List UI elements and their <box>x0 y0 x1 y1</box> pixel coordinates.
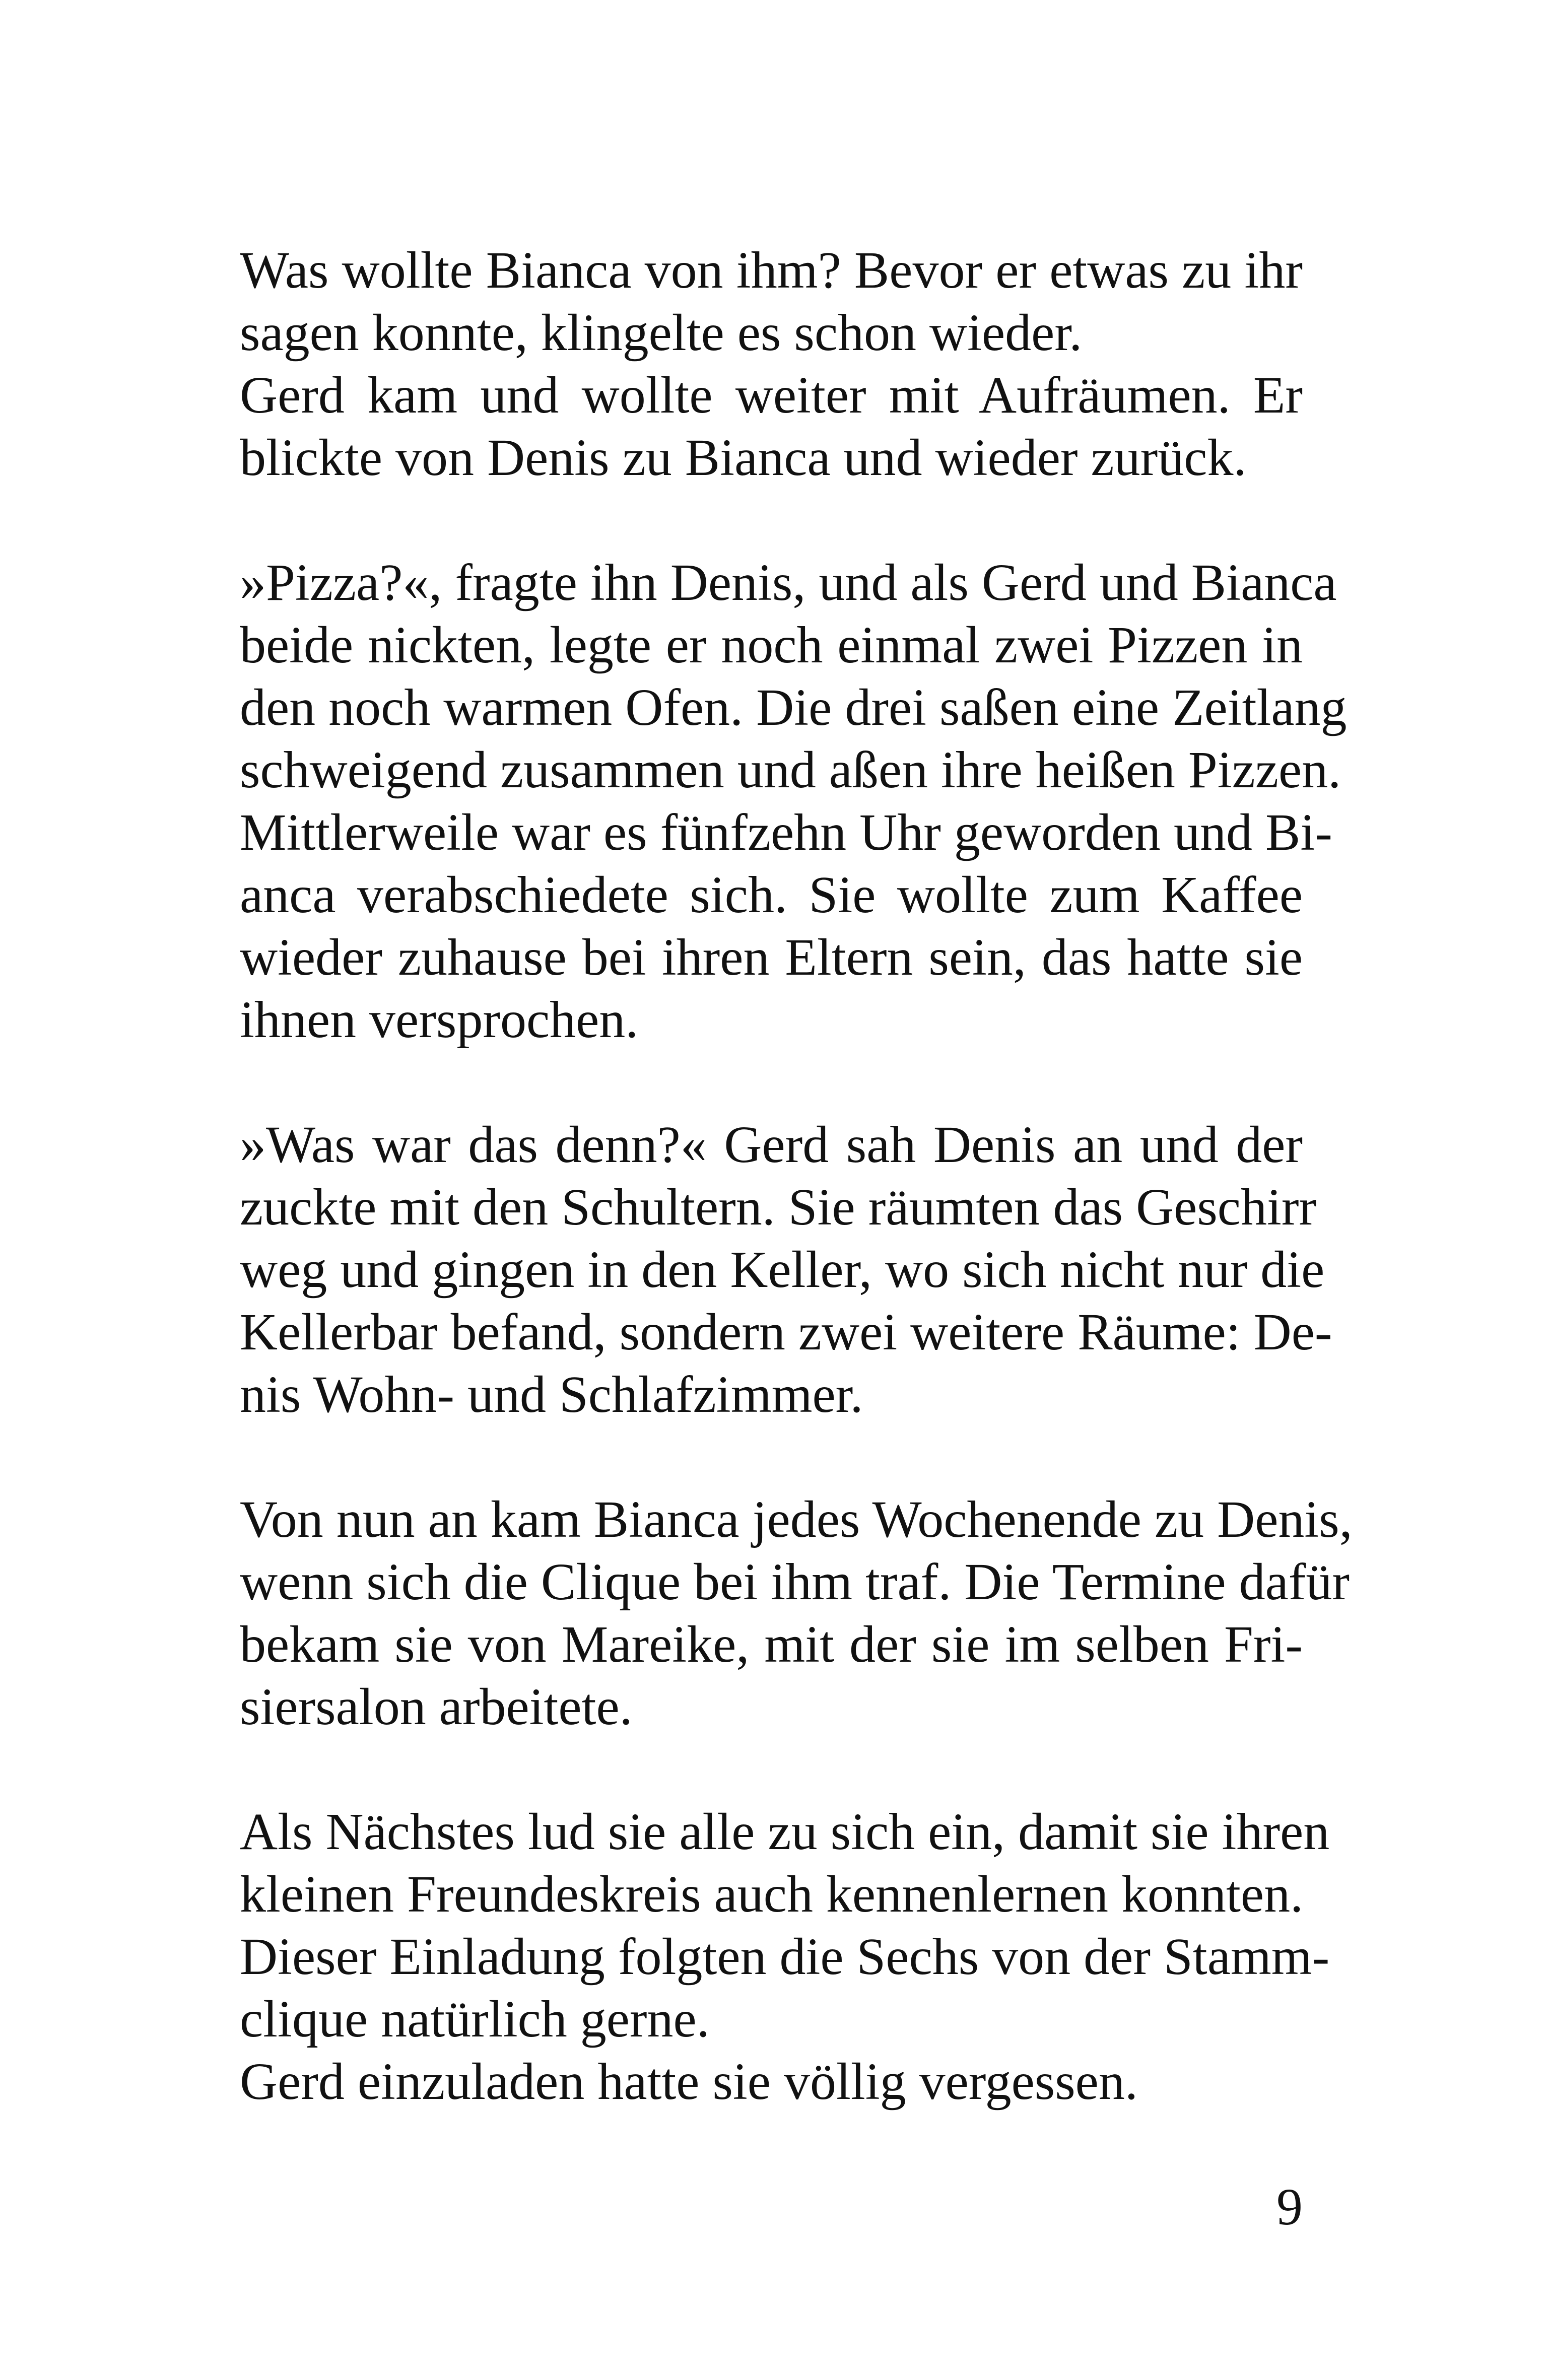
text-line: Als Nächstes lud sie alle zu sich ein, damit sie ihren <box>240 1803 1330 1861</box>
text-line: »Was war das denn?« Gerd sah Denis an und der <box>240 1116 1303 1174</box>
paragraph <box>240 239 1303 489</box>
paragraph <box>240 1488 1353 1738</box>
text-line: »Pizza?«, fragte ihn Denis, und als Gerd und Bianca <box>240 554 1337 611</box>
paragraph <box>240 1114 1332 1426</box>
paragraph-gap <box>240 1738 1303 1801</box>
text-line: bekam sie von Mareike, mit der sie im selben Fri- <box>240 1615 1303 1673</box>
paragraph-gap <box>240 489 1303 552</box>
paragraph-gap <box>240 1426 1303 1488</box>
text-line: wenn sich die Clique bei ihm traf. Die Termine dafür <box>240 1553 1350 1611</box>
text-line: ihnen versprochen. <box>240 991 639 1049</box>
text-line: Kellerbar befand, sondern zwei weitere Räume: De- <box>240 1303 1332 1361</box>
text-line: Was wollte Bianca von ihm? Bevor er etwas zu ihr <box>240 241 1303 299</box>
page-number: 9 <box>1276 2178 1303 2236</box>
paragraph-gap <box>240 1051 1303 1114</box>
text-line: Gerd kam und wollte weiter mit Aufräumen. Er <box>240 366 1303 424</box>
text-line: Von nun an kam Bianca jedes Wochenende zu Denis, <box>240 1490 1353 1548</box>
text-line: wieder zuhause bei ihren Eltern sein, das hatte sie <box>240 928 1303 986</box>
text-line: schweigend zusammen und aßen ihre heißen Pizzen. <box>240 741 1341 799</box>
text-line: siersalon arbeitete. <box>240 1678 633 1736</box>
text-line: clique natürlich gerne. <box>240 1990 710 2048</box>
text-line: blickte von Denis zu Bianca und wieder zurück. <box>240 429 1247 487</box>
text-line: Dieser Einladung folgten die Sechs von der Stamm- <box>240 1928 1330 1986</box>
text-line: zuckte mit den Schultern. Sie räumten das Geschirr <box>240 1178 1317 1236</box>
paragraph <box>240 1801 1330 2113</box>
text-line: beide nickten, legte er noch einmal zwei Pizzen in <box>240 616 1303 674</box>
text-line: Mittlerweile war es fünfzehn Uhr geworden und Bi- <box>240 803 1332 861</box>
paragraph <box>240 552 1347 1051</box>
body-text <box>240 239 1353 2113</box>
text-line: sagen konnte, klingelte es schon wieder. <box>240 304 1083 362</box>
text-line: Gerd einzuladen hatte sie völlig vergessen. <box>240 2053 1138 2111</box>
text-line: den noch warmen Ofen. Die drei saßen eine Zeitlang <box>240 678 1347 736</box>
text-line: nis Wohn- und Schlafzimmer. <box>240 1366 863 1423</box>
text-line: weg und gingen in den Keller, wo sich nicht nur die <box>240 1241 1325 1299</box>
text-line: anca verabschiedete sich. Sie wollte zum Kaffee <box>240 866 1303 924</box>
text-line: kleinen Freundeskreis auch kennenlernen konnten. <box>240 1865 1304 1923</box>
